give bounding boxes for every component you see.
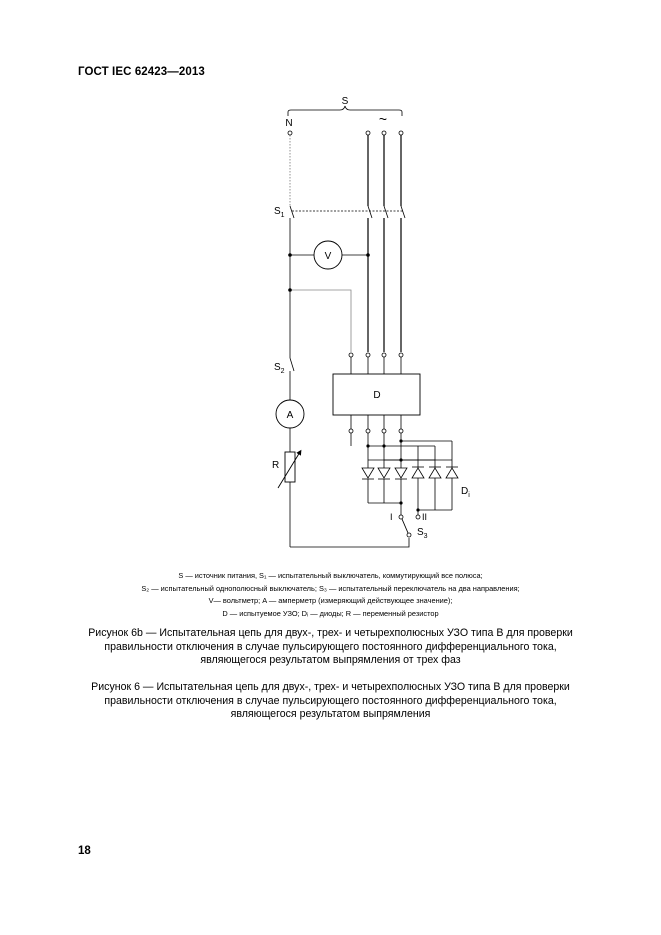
diodes-label: $D_i$ bbox=[461, 486, 470, 499]
lower-junctions bbox=[399, 501, 419, 511]
diode-lower-bus bbox=[368, 478, 452, 510]
bus-junctions bbox=[366, 439, 402, 461]
legend-line: D — испытуемое УЗО; Dᵢ — диоды; R — переменный резистор bbox=[222, 608, 439, 618]
switch-s2 bbox=[290, 358, 294, 400]
phase-conductors-middle bbox=[368, 218, 401, 352]
diode-2 bbox=[378, 460, 390, 479]
page-number: 18 bbox=[78, 845, 91, 857]
device-input-terminals bbox=[349, 353, 403, 357]
return-conductor bbox=[290, 538, 409, 547]
legend-line: V— вольтметр; A — амперметр (измеряющий действующее значение); bbox=[208, 596, 453, 605]
diode-1 bbox=[362, 460, 374, 479]
figure-caption-6b bbox=[70, 627, 591, 668]
switch-s2-label: $S_2$ bbox=[274, 362, 285, 375]
caption-line: Рисунок 6 — Испытательная цепь для двух-, трех- и четырехполюсных УЗО типа B для проверки bbox=[91, 681, 570, 693]
caption-line: правильности отключения в случае пульсирующего постоянного дифференциального тока, bbox=[104, 694, 557, 707]
diode-5 bbox=[429, 460, 441, 478]
switch-s3-label: $S_3$ bbox=[417, 527, 428, 540]
switch-s1 bbox=[290, 206, 405, 218]
caption-line: Рисунок 6b — Испытательная цепь для двух-, трех- и четырехполюсных УЗО типа B для проверки bbox=[88, 627, 573, 639]
neutral-junction bbox=[288, 288, 292, 292]
legend-line: S₂ — испытательный однополюсный выключатель; S₃ — испытательный переключатель на два направления; bbox=[141, 583, 520, 593]
device-label: D bbox=[373, 390, 381, 401]
figure-legend bbox=[60, 570, 601, 620]
diode-upper-bus bbox=[351, 433, 452, 460]
caption-line: являющегося результатом выпрямления от трех фаз bbox=[200, 654, 461, 666]
legend-line: S — источник питания, S₁ — испытательный выключатель, коммутирующий все полюса; bbox=[178, 571, 483, 580]
phase-conductors-top bbox=[368, 135, 401, 206]
neutral-label: N bbox=[285, 118, 293, 129]
switch-s1-label: $S_1$ bbox=[274, 206, 285, 219]
source-label: S bbox=[341, 96, 349, 107]
switch-pos-1: I bbox=[390, 512, 393, 522]
switch-pos-2: II bbox=[422, 512, 428, 522]
caption-line: являющегося результатом выпрямления bbox=[230, 708, 431, 720]
diode-4 bbox=[412, 460, 424, 478]
device-output-leads bbox=[351, 415, 401, 429]
document-header: ГОСТ IEC 62423—2013 bbox=[78, 66, 205, 78]
phase-terminals-top bbox=[366, 131, 403, 135]
ac-symbol: ~ bbox=[378, 111, 388, 127]
resistor-label: R bbox=[272, 460, 280, 471]
neutral-to-device bbox=[290, 290, 351, 352]
figure-caption-6 bbox=[70, 681, 591, 722]
variable-resistor bbox=[285, 452, 295, 482]
ammeter-label: A bbox=[286, 410, 294, 421]
diode-upper-links bbox=[418, 441, 452, 460]
caption-line: правильности отключения в случае пульсирующего постоянного дифференциального тока, bbox=[104, 640, 557, 653]
device-output-terminals bbox=[349, 429, 403, 433]
voltmeter-label: V bbox=[324, 251, 332, 262]
diodes bbox=[362, 460, 458, 479]
diode-6 bbox=[446, 460, 458, 478]
diode-3 bbox=[395, 460, 407, 479]
device-input-leads bbox=[351, 357, 401, 374]
neutral-terminal bbox=[288, 131, 292, 135]
